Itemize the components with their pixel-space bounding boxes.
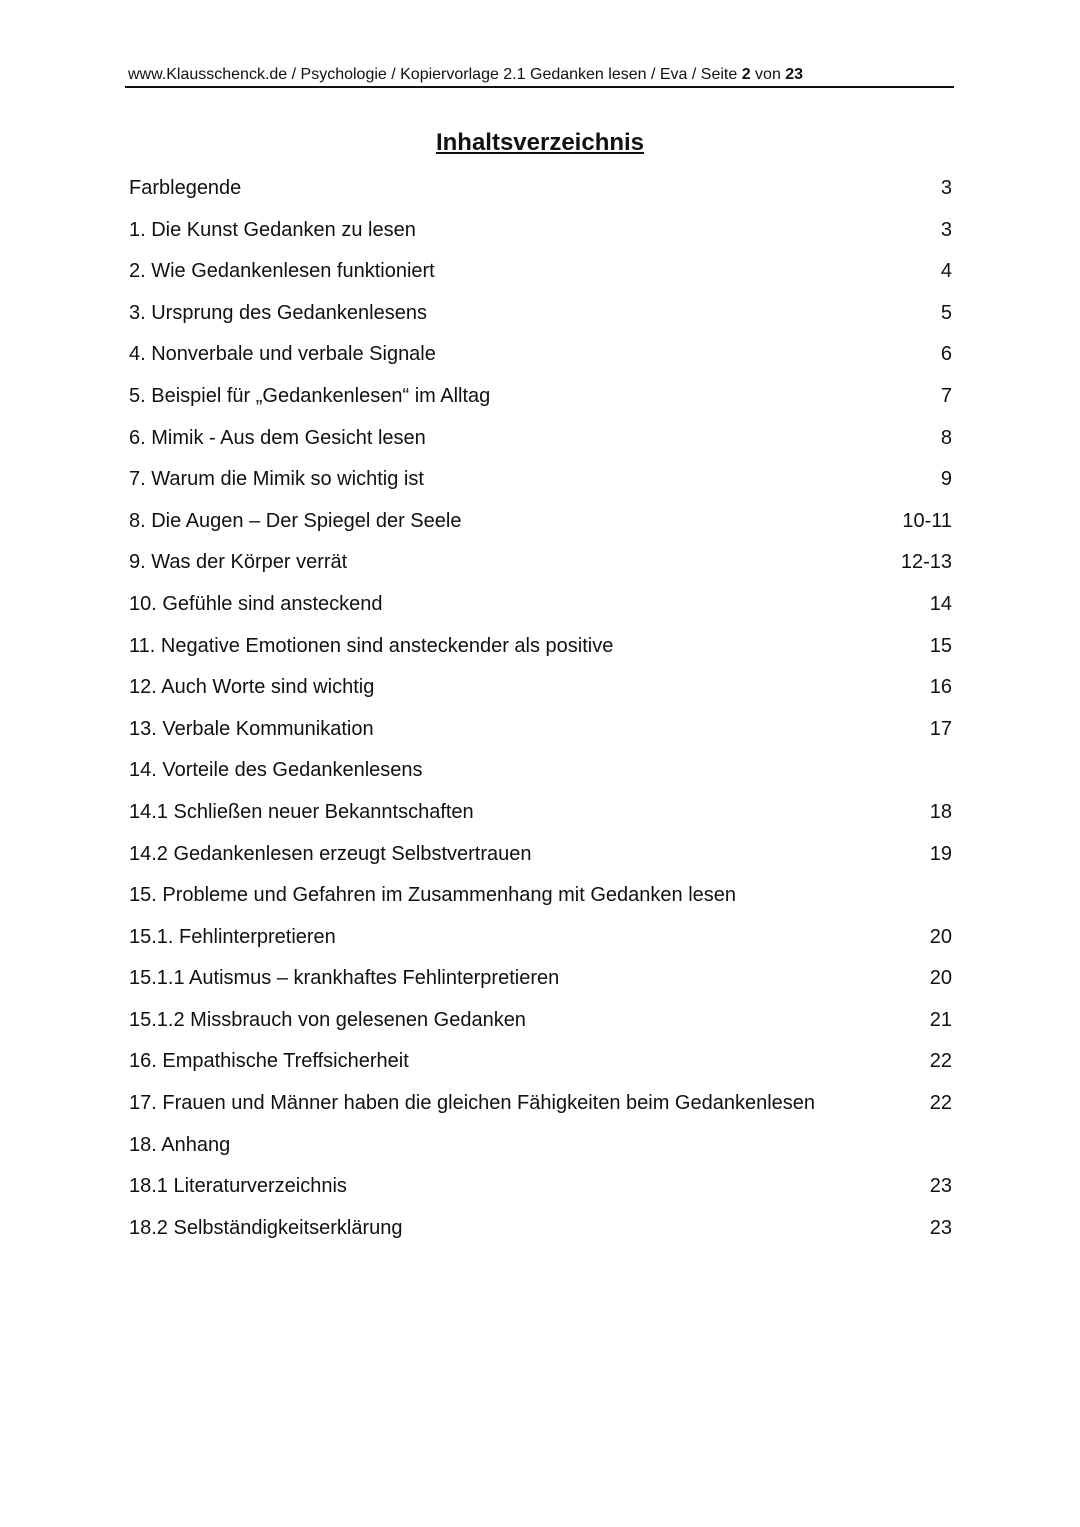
toc-entry-label: 15.1.2 Missbrauch von gelesenen Gedanken bbox=[129, 1008, 526, 1031]
toc-entry-label: 6. Mimik - Aus dem Gesicht lesen bbox=[129, 426, 426, 449]
toc-entry-page: 6 bbox=[940, 343, 952, 366]
toc-entry-label: 10. Gefühle sind ansteckend bbox=[129, 592, 383, 615]
header-rule bbox=[125, 86, 954, 88]
toc-entry-label: 3. Ursprung des Gedankenlesens bbox=[129, 301, 427, 324]
toc-entry bbox=[129, 1002, 952, 1044]
toc-entry-label: 15.1.1 Autismus – krankhaftes Fehlinterpretieren bbox=[129, 967, 560, 990]
toc-entry-page: 18 bbox=[929, 800, 952, 823]
toc-entry-label: 13. Verbale Kommunikation bbox=[129, 717, 374, 740]
toc-entry-label: 14.2 Gedankenlesen erzeugt Selbstvertrauen bbox=[129, 842, 532, 865]
toc-entry-page: 5 bbox=[940, 301, 952, 324]
header-middle: von bbox=[750, 66, 786, 83]
toc-entry bbox=[129, 960, 952, 1002]
table-of-contents bbox=[129, 170, 952, 1251]
toc-entry-page: 3 bbox=[940, 177, 952, 199]
toc-entry bbox=[129, 212, 952, 254]
toc-entry-label: 4. Nonverbale und verbale Signale bbox=[129, 343, 436, 366]
toc-entry-label: 18.2 Selbständigkeitserklärung bbox=[129, 1216, 403, 1239]
toc-entry-label: 9. Was der Körper verrät bbox=[129, 551, 348, 574]
toc-entry bbox=[129, 378, 952, 420]
toc-entry bbox=[129, 503, 952, 545]
toc-entry bbox=[129, 586, 952, 628]
toc-entry-page: 16 bbox=[929, 676, 952, 699]
toc-entry-label: 18.1 Literaturverzeichnis bbox=[129, 1175, 347, 1198]
toc-entry-label: 16. Empathische Treffsicherheit bbox=[129, 1050, 409, 1073]
toc-entry bbox=[129, 752, 952, 794]
toc-entry-page: 7 bbox=[940, 384, 952, 407]
toc-entry bbox=[129, 336, 952, 378]
toc-entry-label: 7. Warum die Mimik so wichtig ist bbox=[129, 468, 424, 491]
toc-entry-page: 12-13 bbox=[900, 551, 952, 574]
toc-entry-label: 14.1 Schließen neuer Bekanntschaften bbox=[129, 800, 474, 823]
toc-entry-page: 17 bbox=[929, 717, 952, 740]
toc-entry-label: 14. Vorteile des Gedankenlesens bbox=[129, 759, 423, 782]
toc-entry-label: 2. Wie Gedankenlesen funktioniert bbox=[129, 260, 435, 283]
toc-entry-page: 4 bbox=[940, 260, 952, 283]
toc-entry bbox=[129, 1168, 952, 1210]
toc-entry bbox=[129, 170, 952, 212]
header-page-total: 23 bbox=[785, 66, 804, 83]
toc-entry-label: 15.1. Fehlinterpretieren bbox=[129, 925, 336, 948]
running-header bbox=[128, 64, 954, 86]
toc-entry-label: 15. Probleme und Gefahren im Zusammenhang mit Gedanken lesen bbox=[129, 884, 737, 907]
toc-entry bbox=[129, 420, 952, 462]
toc-entry-page: 9 bbox=[940, 468, 952, 491]
toc-entry bbox=[129, 1085, 952, 1127]
toc-entry-label: 12. Auch Worte sind wichtig bbox=[129, 676, 375, 699]
toc-entry bbox=[129, 295, 952, 337]
header-page-current: 2 bbox=[741, 66, 751, 83]
header-prefix: www.Klausschenck.de / Psychologie / Kopiervorlage 2.1 Gedanken lesen / Eva / Seite bbox=[128, 66, 742, 83]
toc-entry-page: 15 bbox=[929, 634, 952, 657]
toc-entry-page: 22 bbox=[929, 1092, 952, 1115]
toc-title: Inhaltsverzeichnis bbox=[435, 129, 645, 156]
toc-entry bbox=[129, 253, 952, 295]
toc-entry bbox=[129, 544, 952, 586]
toc-entry bbox=[129, 877, 952, 919]
toc-entry bbox=[129, 1043, 952, 1085]
toc-entry bbox=[129, 836, 952, 878]
toc-entry-label: 18. Anhang bbox=[129, 1133, 231, 1156]
toc-entry-page: 19 bbox=[929, 842, 952, 865]
toc-entry bbox=[129, 1210, 952, 1252]
toc-entry-page: 23 bbox=[929, 1216, 952, 1239]
toc-entry bbox=[129, 461, 952, 503]
toc-entry-label: 17. Frauen und Männer haben die gleichen Fähigkeiten beim Gedankenlesen bbox=[129, 1092, 816, 1115]
toc-entry-page: 3 bbox=[940, 218, 952, 241]
toc-entry-label: 11. Negative Emotionen sind ansteckender als positive bbox=[129, 634, 614, 657]
toc-entry bbox=[129, 669, 952, 711]
toc-entry-page: 21 bbox=[929, 1008, 952, 1031]
toc-entry-label: 1. Die Kunst Gedanken zu lesen bbox=[129, 218, 416, 241]
toc-entry-page: 23 bbox=[929, 1175, 952, 1198]
toc-entry bbox=[129, 919, 952, 961]
toc-entry-page: 20 bbox=[929, 925, 952, 948]
toc-entry-page: 8 bbox=[940, 426, 952, 449]
toc-entry bbox=[129, 794, 952, 836]
toc-entry bbox=[129, 628, 952, 670]
toc-entry-label: Farblegende bbox=[129, 177, 242, 199]
toc-entry bbox=[129, 1127, 952, 1169]
toc-entry-page: 10-11 bbox=[902, 509, 952, 532]
toc-entry-label: 5. Beispiel für „Gedankenlesen“ im Alltag bbox=[129, 384, 491, 407]
toc-entry bbox=[129, 711, 952, 753]
toc-entry-page: 14 bbox=[929, 592, 952, 615]
toc-entry-page: 22 bbox=[929, 1050, 952, 1073]
toc-entry-page: 20 bbox=[929, 967, 952, 990]
toc-entry-label: 8. Die Augen – Der Spiegel der Seele bbox=[129, 509, 462, 532]
